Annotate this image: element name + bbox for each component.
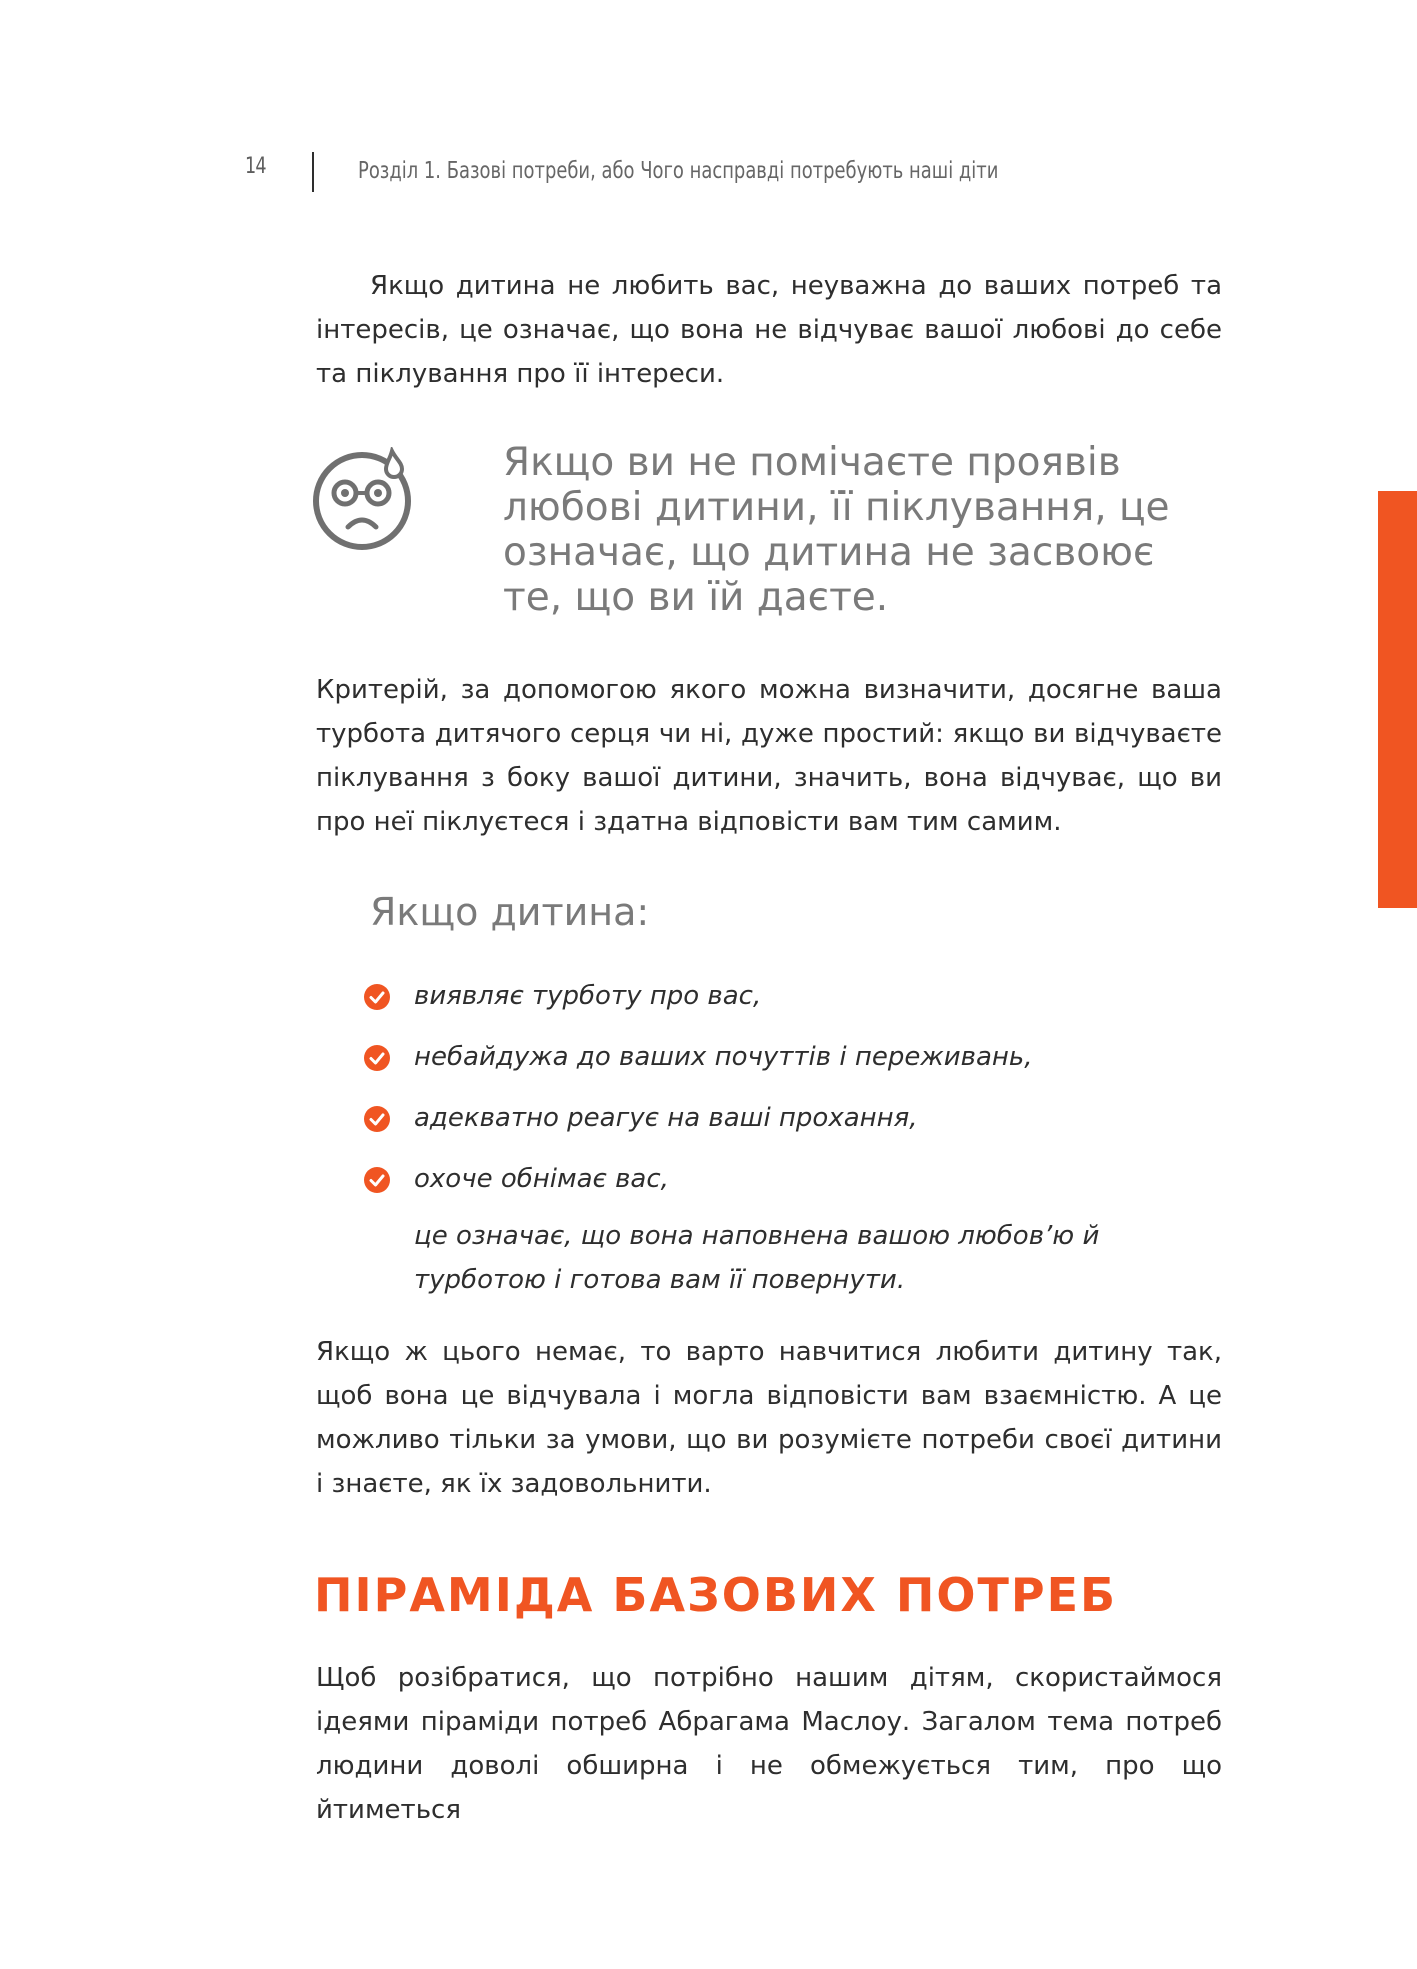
list-lead: Якщо дитина: — [370, 890, 650, 934]
section-paragraph: Щоб розібратися, що потрібно нашим дітям, скористаймося ідеями піраміди потреб Абрагама Маслоу. Загалом тема потреб людини доволі обширна і не обмежується тим, про що йтиметься — [316, 1663, 1222, 1825]
list-item-text: виявляє турботу про вас, — [414, 981, 762, 1011]
chapter-side-tab — [1378, 491, 1417, 908]
paragraph-1: Якщо дитина не любить вас, неуважна до ваших потреб та інтересів, це означає, що вона не відчуває вашої любові до себе та піклування про її інтереси. — [316, 271, 1222, 389]
list-item-text: небайдужа до ваших почуттів і переживань, — [414, 1042, 1033, 1072]
section-heading: ПІРАМІДА БАЗОВИХ ПОТРЕБ — [314, 1568, 1118, 1622]
list-conclusion: це означає, що вона наповнена вашою любов’ю й турботою і готова вам її повернути. — [414, 1221, 1100, 1295]
paragraph-3: Якщо ж цього немає, то варто навчитися любити дитину так, щоб вона це відчувала і могла відповісти вам взаємністю. А це можливо тільки за умови, що ви розумієте потреби своєї дитини і знаєте, як їх задовольнити. — [316, 1337, 1222, 1499]
list-item-text: адекватно реагує на ваші прохання, — [414, 1103, 918, 1133]
paragraph-2: Критерій, за допомогою якого можна визначити, досягне ваша турбота дитячого серця чи ні, дуже простий: якщо ви відчуваєте піклування з боку вашої дитини, значить, вона відчуває, що ви про неї піклуєтеся і здатна відповісти вам тим самим. — [316, 675, 1222, 837]
page-number: 14 — [245, 154, 266, 179]
running-head: Розділ 1. Базові потреби, або Чого насправді потребують наші діти — [358, 158, 999, 184]
check-circle-icon — [364, 984, 390, 1010]
check-circle-icon — [364, 1167, 390, 1193]
list-item-text: охоче обнімає вас, — [414, 1164, 669, 1194]
check-circle-icon — [364, 1106, 390, 1132]
worried-face-icon — [312, 447, 416, 551]
header-divider — [312, 152, 314, 192]
check-circle-icon — [364, 1045, 390, 1071]
callout-text: Якщо ви не помічаєте проявів любові дитини, її піклування, це означає, що дитина не засвоює те, що ви їй даєте. — [503, 440, 1170, 620]
